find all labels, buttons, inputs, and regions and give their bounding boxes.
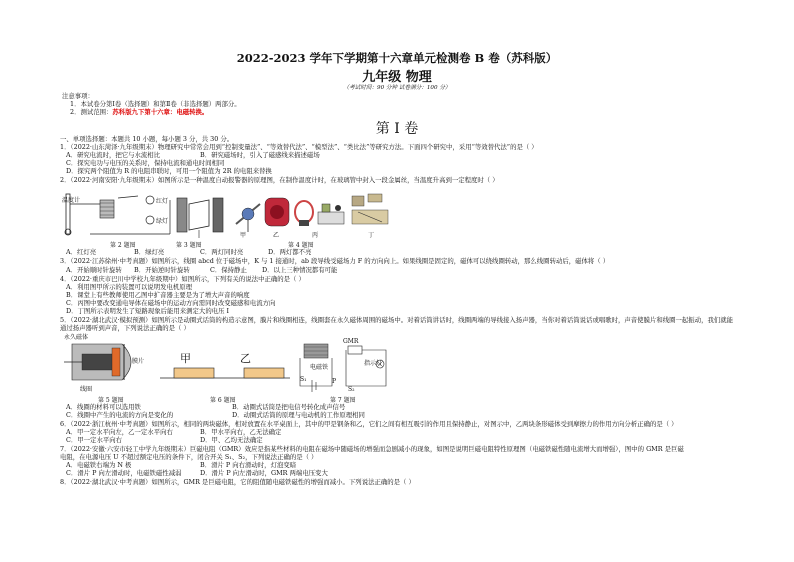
q5-option-b: B．动圈式话筒是把电信号转化成声信号 <box>232 403 346 411</box>
switch-s2-label: S₂ <box>348 386 355 393</box>
q3-stem: 3．（2022·江苏徐州·中考真题）如图所示，线圈 abcd 位于磁场中，K 与 1 接通时，ab 段导线受磁场力 F 的方向向上。如果线圈是固定的，磁体可以绕线圈转动，那么线圈转动后，磁体将（ ） <box>60 257 610 265</box>
figure-yi-speaker <box>262 192 292 232</box>
fig2-caption: 第 2 题图 <box>110 242 136 249</box>
q4-option-d: D．丁图所示表明发生了短路现象后能用来测定大的电压 I <box>66 307 230 315</box>
exam-meta: （考试时间：90 分钟 试卷满分：100 分） <box>343 85 451 91</box>
block-yi-label: 乙 <box>240 352 251 365</box>
note-2-scope: 苏科版九下第十六章：电磁转换。 <box>112 108 209 116</box>
q5-option-d: D．动圈式话筒的原理与电动机的工作原理相同 <box>232 411 365 419</box>
q6-option-a: A．甲一定水平向左，乙一定水平向右 <box>66 428 173 436</box>
q1-option-a: A．研究电流时，把它与水流相比 <box>66 151 161 159</box>
q5-option-a: A．线圈的材料可以选用铁 <box>66 403 141 411</box>
magnet-label: 永久磁体 <box>64 334 89 341</box>
q5-stem: 5．（2022·湖北武汉·模拟预测）如图所示是动圈式话筒的构造示意图，膜片和线圈相连，线圈套在永久磁体周围的磁场中。对着话筒讲话时，线圈两端的导线接入扬声器，当你对着话筒说话或唱歌时，声音使膜片和线圈一起振动，我们就能 <box>60 316 734 324</box>
q6-stem: 6．（2022·浙江杭州·中考真题）如图所示，相同的两块磁体，相对放置在水平桌面上，其中的甲是钢条和乙，它们之间有相互吸引的作用且保持静止，对图示中，乙两块条形磁体受到摩擦力的作用方向分析正确的是（ ） <box>60 420 678 428</box>
q2-option-a: A．红灯亮 <box>66 248 97 256</box>
q1-stem: 1．（2022·山东菏泽·九年级期末）物理研究中常常会用到“控制变量法”、“等效替代法”、“模型法”、“类比法”等研究方法。下面四个研究中，采用“等效替代法”的是（ ） <box>60 143 538 151</box>
note-2-prefix: 2．测试范围： <box>70 108 113 116</box>
coil-label: 线圈 <box>80 386 93 393</box>
figure-bing <box>293 198 315 228</box>
notes-label: 注意事项： <box>62 92 94 100</box>
q2-option-d: D．两灯都不亮 <box>268 248 312 256</box>
fig6-caption: 第 6 题图 <box>210 397 236 404</box>
q7-stem: 7．（2022·安徽·六安市轻工中学九年级期末）巨磁电阻（GMR）效应是指某些材料的电阻在磁场中随磁场的增强而急剧减小的现象，如图是说明巨磁电阻特性原理图（电磁铁磁性随电流增大而增强），图中的 GMR 是巨磁 <box>60 445 684 453</box>
q1-option-d: D．探究两个阻值为 R 的电阻串联时，可用一个阻值为 2R 的电阻来替换 <box>66 167 272 175</box>
figure-ding <box>348 192 396 230</box>
fig3-caption: 第 3 题图 <box>176 242 202 249</box>
electromagnet-label: 电磁铁 <box>310 364 329 371</box>
note-1: 1．本试卷分第Ⅰ卷（选择题）和第Ⅱ卷（非选择题）两部分。 <box>70 100 241 108</box>
q6-option-b: B．甲水平向右，乙无法确定 <box>200 428 282 436</box>
q7-option-b: B．滑片 P 向右滑动时，灯泡变暗 <box>200 461 297 469</box>
q3-option-d: D．以上三种情况都有可能 <box>262 266 338 274</box>
q6-option-c: C．甲一定水平向右 <box>66 436 123 444</box>
switch-s1-label: S₁ <box>300 376 307 383</box>
fig7-caption: 第 7 题图 <box>330 397 356 404</box>
q7-option-c: C．滑片 P 向左滑动时，电磁铁磁性减弱 <box>66 469 182 477</box>
q1-option-b: B．研究磁场时，引入了磁感线来描述磁场 <box>200 151 320 159</box>
fig4-label-yi: 乙 <box>273 232 280 239</box>
fig5-caption: 第 5 题图 <box>98 397 124 404</box>
q2-option-c: C．两灯同时亮 <box>200 248 244 256</box>
q7-option-a: A．电磁铁右端为 N 极 <box>66 461 132 469</box>
q7-option-d: D．滑片 P 向左滑动时，GMR 两端电压变大 <box>200 469 328 477</box>
indicator-lamp-label: 指示灯 <box>364 360 383 367</box>
fig4-label-jia: 甲 <box>240 232 247 239</box>
figure-coil-magnet <box>175 192 225 238</box>
note-2 <box>70 108 208 118</box>
exam-title: 2022-2023 学年下学期第十六章单元检测卷 B 卷（苏科版） <box>236 51 558 65</box>
q4-option-a: A．利用图甲所示的装置可以说明发电机原理 <box>66 283 193 291</box>
section-intro: 一、单项选择题：本题共 10 小题，每小题 3 分，共 30 分。 <box>60 135 234 143</box>
q5-stem-cont: 通过扬声器听到声音，下列说法正确的是（ ） <box>60 324 190 332</box>
slider-p-label: P <box>332 378 337 385</box>
thermometer-label: 温度计 <box>62 197 81 204</box>
section-title: 第 I 卷 <box>375 121 419 137</box>
q2-option-b: B．绿灯亮 <box>134 248 165 256</box>
q2-stem: 2．（2022·河南安阳·九年级期末）如图所示是一种温度自动报警器的原理图，在制作温度计时，在玻璃管中封入一段金属丝，当温度升高到一定程度时（ ） <box>60 176 499 184</box>
fig4-label-ding: 丁 <box>368 232 375 239</box>
diaphragm-label: 膜片 <box>132 358 145 365</box>
figure-jia <box>232 194 264 234</box>
fig4-label-bing: 丙 <box>312 232 319 239</box>
q4-option-c: C．丙图中要改变通电导体在磁场中的运动方向需同时改变磁感和电流方向 <box>66 299 276 307</box>
q6-option-d: D．甲、乙均无法确定 <box>200 436 263 444</box>
q5-option-c: C．线圈中产生的电流的方向是变化的 <box>66 411 174 419</box>
q7-stem-cont: 电阻，在电源电压 U 不超过额定电压的条件下，闭合开关 S₁、S₂，下列说法正确的是（ ） <box>60 453 318 461</box>
gmr-label: GMR <box>343 338 359 345</box>
q4-option-b: B．课堂上有些教师使用乙图中扩音器主要是为了增大声音的响度 <box>66 291 250 299</box>
q3-option-b: B．开始逆时针旋转 <box>134 266 190 274</box>
block-jia-label: 甲 <box>180 352 191 365</box>
q3-option-c: C．保持静止 <box>210 266 247 274</box>
green-lamp-label: 绿灯 <box>156 218 169 225</box>
fig4-caption: 第 4 题图 <box>288 242 314 249</box>
figure-bing-apparatus <box>316 198 346 228</box>
q8-stem: 8．（2022·湖北武汉·中考真题）如图所示，GMR 是巨磁电阻，它的阻值随电磁铁磁性的增强而减小。下列说法正确的是（ ） <box>60 478 415 486</box>
q3-option-a: A．开始顺时针旋转 <box>66 266 122 274</box>
q1-option-c: C．探究电功与电压的关系时，保持电流和通电时间相同 <box>66 159 225 167</box>
q4-stem: 4．（2022·重庆市巴川中学校九年级期中）如图所示，下列有关的说法中正确的是（ ） <box>60 275 305 283</box>
exam-subtitle: 九年级 物理 <box>362 70 432 85</box>
red-lamp-label: 红灯 <box>156 198 169 205</box>
